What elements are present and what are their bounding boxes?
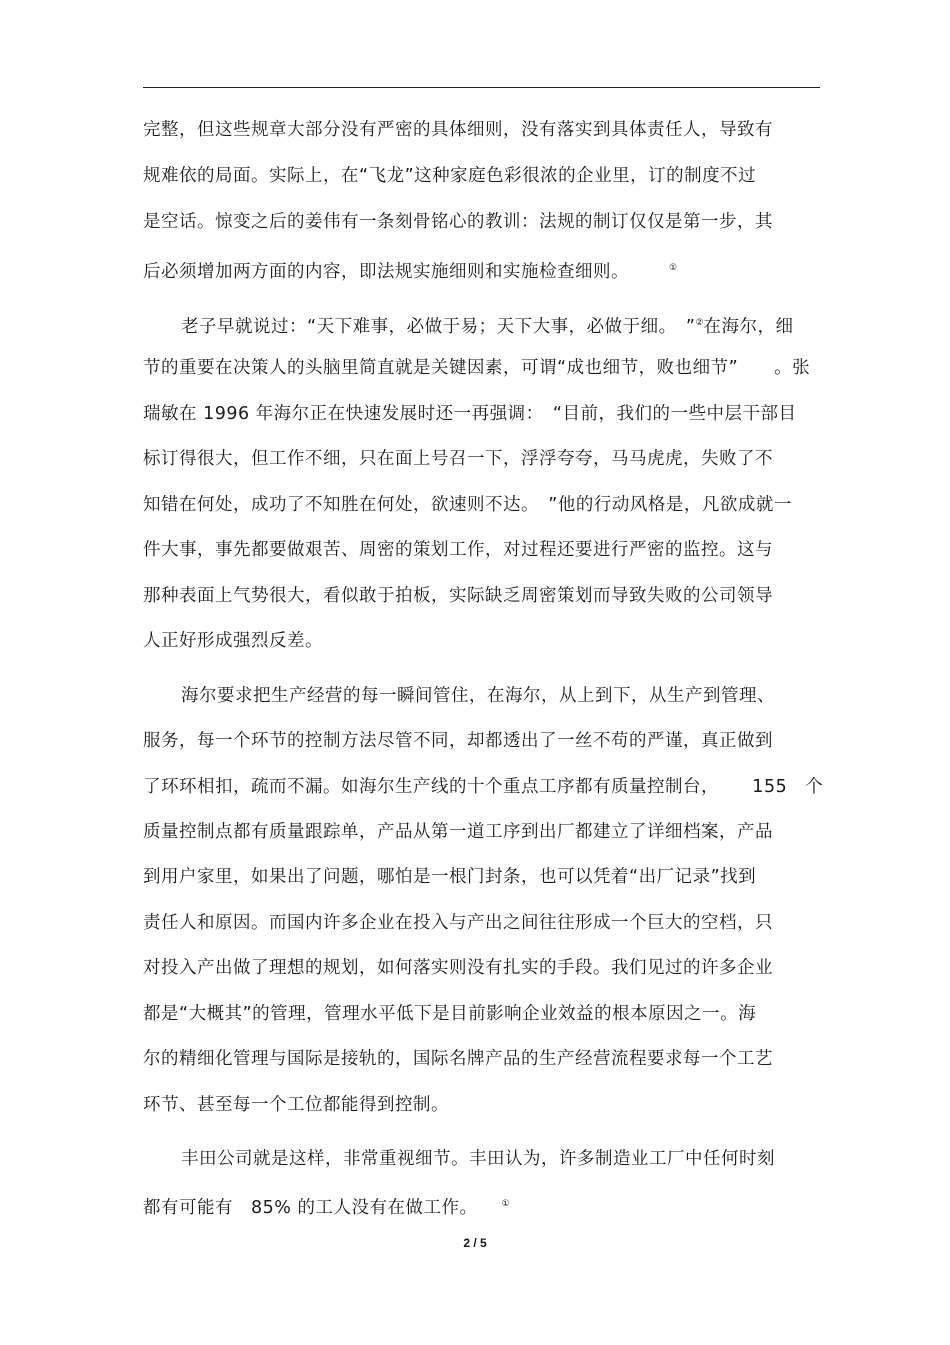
text-line: 规难依的局面。实际上，在“飞龙”这种家庭色彩很浓的企业里，订的制度不过 — [143, 166, 757, 186]
text-line: 服务，每一个环节的控制方法尽管不同，却都透出了一丝不苟的严谨，真正做到 — [143, 731, 773, 751]
text-line: 丰田公司就是这样，非常重视细节。丰田认为，许多制造业工厂中任何时刻 — [181, 1149, 775, 1169]
text-line: 了环环相扣，疏而不漏。如海尔生产线的十个重点工序都有质量控制台， 155 个 — [143, 777, 824, 797]
text-line: 人正好形成强烈反差。 — [143, 631, 323, 651]
text-line: 标订得很大，但工作不细，只在面上号召一下，浮浮夸夸，马马虎虎，失败了不 — [143, 449, 773, 469]
text-line: 节的重要在决策人的头脑里简直就是关键因素，可谓“成也细节，败也细节” 。张 — [143, 358, 811, 378]
text-line: 都有可能有 85% 的工人没有在做工作。 ① — [143, 1198, 510, 1218]
text-line: 尔的精细化管理与国际是接轨的，国际名牌产品的生产经营流程要求每一个工艺 — [143, 1049, 773, 1069]
footnote-marker[interactable]: ① — [501, 1199, 510, 1209]
text-line: 后必须增加两方面的内容，即法规实施细则和实施检查细则。 ① — [143, 262, 678, 282]
footnote-marker[interactable]: ② — [695, 318, 704, 328]
page-number: 2 / 5 — [463, 1236, 487, 1250]
text-line: 质量控制点都有质量跟踪单，产品从第一道工序到出厂都建立了详细档案，产品 — [143, 822, 773, 842]
text-line: 海尔要求把生产经营的每一瞬间管住，在海尔，从上到下，从生产到管理、 — [181, 686, 775, 706]
text-line: 到用户家里，如果出了问题，哪怕是一根门封条，也可以凭着“出厂记录”找到 — [143, 867, 757, 887]
text-line: 瑞敏在 1996 年海尔正在快速发展时还一再强调： “目前，我们的一些中层干部目 — [143, 404, 797, 424]
text-line: 环节、甚至每一个工位都能得到控制。 — [143, 1095, 449, 1115]
text-line: 都是“大概其”的管理，管理水平低下是目前影响企业效益的根本原因之一。海 — [143, 1004, 757, 1024]
text-line: 件大事，事先都要做艰苦、周密的策划工作，对过程还要进行严密的监控。这与 — [143, 540, 773, 560]
text-line: 完整，但这些规章大部分没有严密的具体细则，没有落实到具体责任人，导致有 — [143, 120, 773, 140]
text-line: 责任人和原因。而国内许多企业在投入与产出之间往往形成一个巨大的空档，只 — [143, 913, 773, 933]
footnote-marker[interactable]: ① — [669, 263, 678, 273]
text-line: 那种表面上气势很大，看似敢于拍板，实际缺乏周密策划而导致失败的公司领导 — [143, 586, 773, 606]
text-line: 知错在何处，成功了不知胜在何处，欲速则不达。 ”他的行动风格是，凡欲成就一 — [143, 495, 792, 515]
text-line: 老子早就说过：“天下难事，必做于易；天下大事，必做于细。 ”②在海尔，细 — [181, 317, 794, 337]
text-line: 对投入产出做了理想的规划，如何落实则没有扎实的手段。我们见过的许多企业 — [143, 958, 773, 978]
text-line: 是空话。惊变之后的姜伟有一条刻骨铭心的教训：法规的制订仅仅是第一步，其 — [143, 212, 773, 232]
header-rule — [143, 87, 820, 88]
